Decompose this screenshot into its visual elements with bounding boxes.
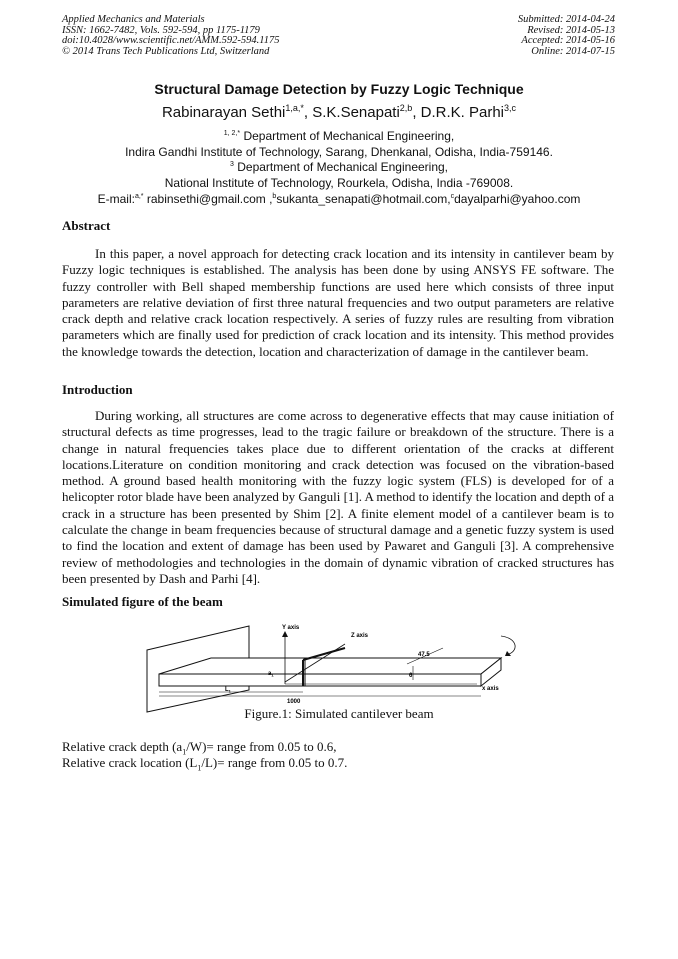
width-dimension: 47.5 — [418, 652, 430, 658]
email-link[interactable]: rabinsethi@gmail.com , — [143, 191, 273, 206]
abstract-text: In this paper, a novel approach for detecting crack location and its intensity in cantilever beam by Fuzzy logic techniques is established. The analysis has been done by using ANSYS FE software. The fuzzy controller with Bell shaped membership functions are used here which consists of three input parameters are relative deviation of first three natural frequencies and two output parameters are relative crack depth and relative crack location respectively. A series of fuzzy rules are resulting from vibration parameters which are finally used for prediction of crack location and its intensity. This method provides the knowledge towards the detection, location and characterization of damage in the cantilever beam. — [62, 246, 614, 359]
relative-crack-location-range: Relative crack location $(L_1/L)=$ range from 0.05 to 0.7. — [62, 755, 348, 773]
date-submitted: Submitted: 2014-04-24 — [517, 14, 615, 25]
affiliation-2-line2: National Institute of Technology, Rourkela, Odisha, India -769008. — [164, 176, 514, 191]
email-link[interactable]: sukanta_senapati@hotmail.com, — [276, 191, 451, 206]
author-affil-sup: 2,b — [399, 103, 413, 113]
author-affil-sup: 1,a,* — [285, 103, 304, 113]
email-link[interactable]: dayalparhi@yahoo.com — [454, 191, 581, 206]
journal-copyright: © 2014 Trans Tech Publications Ltd, Switzerland — [62, 45, 270, 57]
journal-issn: ISSN: 1662-7482, Vols. 592-594, pp 1175-1179 — [62, 24, 260, 36]
affiliation-2-line1: $^3$ Department of Mechanical Engineering, — [229, 160, 449, 175]
affiliation-1-line2: Indira Gandhi Institute of Technology, Sarang, Dhenkanal, Odisha, India-759146. — [125, 144, 553, 159]
introduction-text: During working, all structures are come across to degenerative effects that may cause initiation of structural defects as time progresses, lead to the tragic failure or breakdown of the structure. There is a change in natural frequencies takes place due to different orientation of the cracks at different locations.Literature on condition monitoring and crack detection was focused on the vibration-based method. A ground based health monitoring with the fuzzy logic system (FLS) is developed for of a helicopter rotor blade have been analyzed by Ganguli [1]. A method to identify the location and depth of a crack in a structure has been presented by Shim [2]. A finite element model of a cantilever beam is to calculate the change in beam frequencies because of structural damage and a genetic fuzzy system is used to find the location and extent of damage has been used by Pawaret and Ganguli [3]. A comprehensive review of methodologies and technologies in the domain of dynamic vibration of cracked structures has been presented by Dash and Parhi [4]. — [62, 408, 614, 586]
relative-crack-depth-range: Relative crack depth $(a_1/W)=$ range from 0.05 to 0.6, — [62, 739, 337, 757]
crack-location-label: $L_1$ — [225, 687, 231, 694]
submission-dates — [518, 15, 615, 57]
thickness-dimension: 6 — [409, 673, 413, 679]
author-name: D.R.K. Parhi — [420, 104, 505, 121]
x-axis-label: x axis — [482, 686, 499, 692]
date-revised: Revised: 2014-05-13 — [527, 24, 615, 36]
y-axis-label: Y axis — [282, 625, 300, 631]
author-affil-sup: 3,c — [504, 103, 517, 113]
author-name: S.K.Senapati — [312, 104, 400, 121]
figure-caption: Figure.1: Simulated cantilever beam — [244, 706, 434, 721]
beam-top-face — [159, 658, 501, 674]
paper-title: Structural Damage Detection by Fuzzy Logic Technique — [154, 81, 524, 97]
crack-depth-label: $a_1$ — [268, 671, 274, 678]
date-online: Online: 2014-07-15 — [531, 45, 615, 57]
journal-info — [62, 15, 279, 57]
affiliation-1-line1: $^{1, 2,*}$ Department of Mechanical Engineering, — [223, 129, 455, 143]
email-line: E-mail:$^{a,*}$ rabinsethi@gmail.com ,$^b$sukanta_senapati@hotmail.com,$^c$dayalparhi@yahoo.com — [97, 191, 581, 206]
z-axis-label: Z axis — [351, 633, 369, 639]
length-dimension: 1000 — [287, 699, 301, 705]
author-list: Rabinarayan Sethi$^{1,a,*}$, S.K.Senapati$^{2,b}$, D.R.K. Parhi$^{3,c}$ — [161, 103, 517, 121]
introduction-heading: Introduction — [62, 382, 133, 397]
figure-section-heading: Simulated figure of the beam — [62, 594, 223, 609]
rotation-arrow-icon — [501, 636, 515, 654]
journal-doi: doi:10.4028/www.scientific.net/AMM.592-594.1175 — [62, 35, 280, 47]
cantilever-beam-figure — [145, 620, 525, 715]
journal-name: Applied Mechanics and Materials — [62, 14, 205, 25]
author-name: Rabinarayan Sethi — [161, 104, 286, 121]
affiliations — [0, 129, 678, 208]
abstract-heading: Abstract — [62, 218, 111, 233]
date-accepted: Accepted: 2014-05-16 — [521, 35, 615, 47]
